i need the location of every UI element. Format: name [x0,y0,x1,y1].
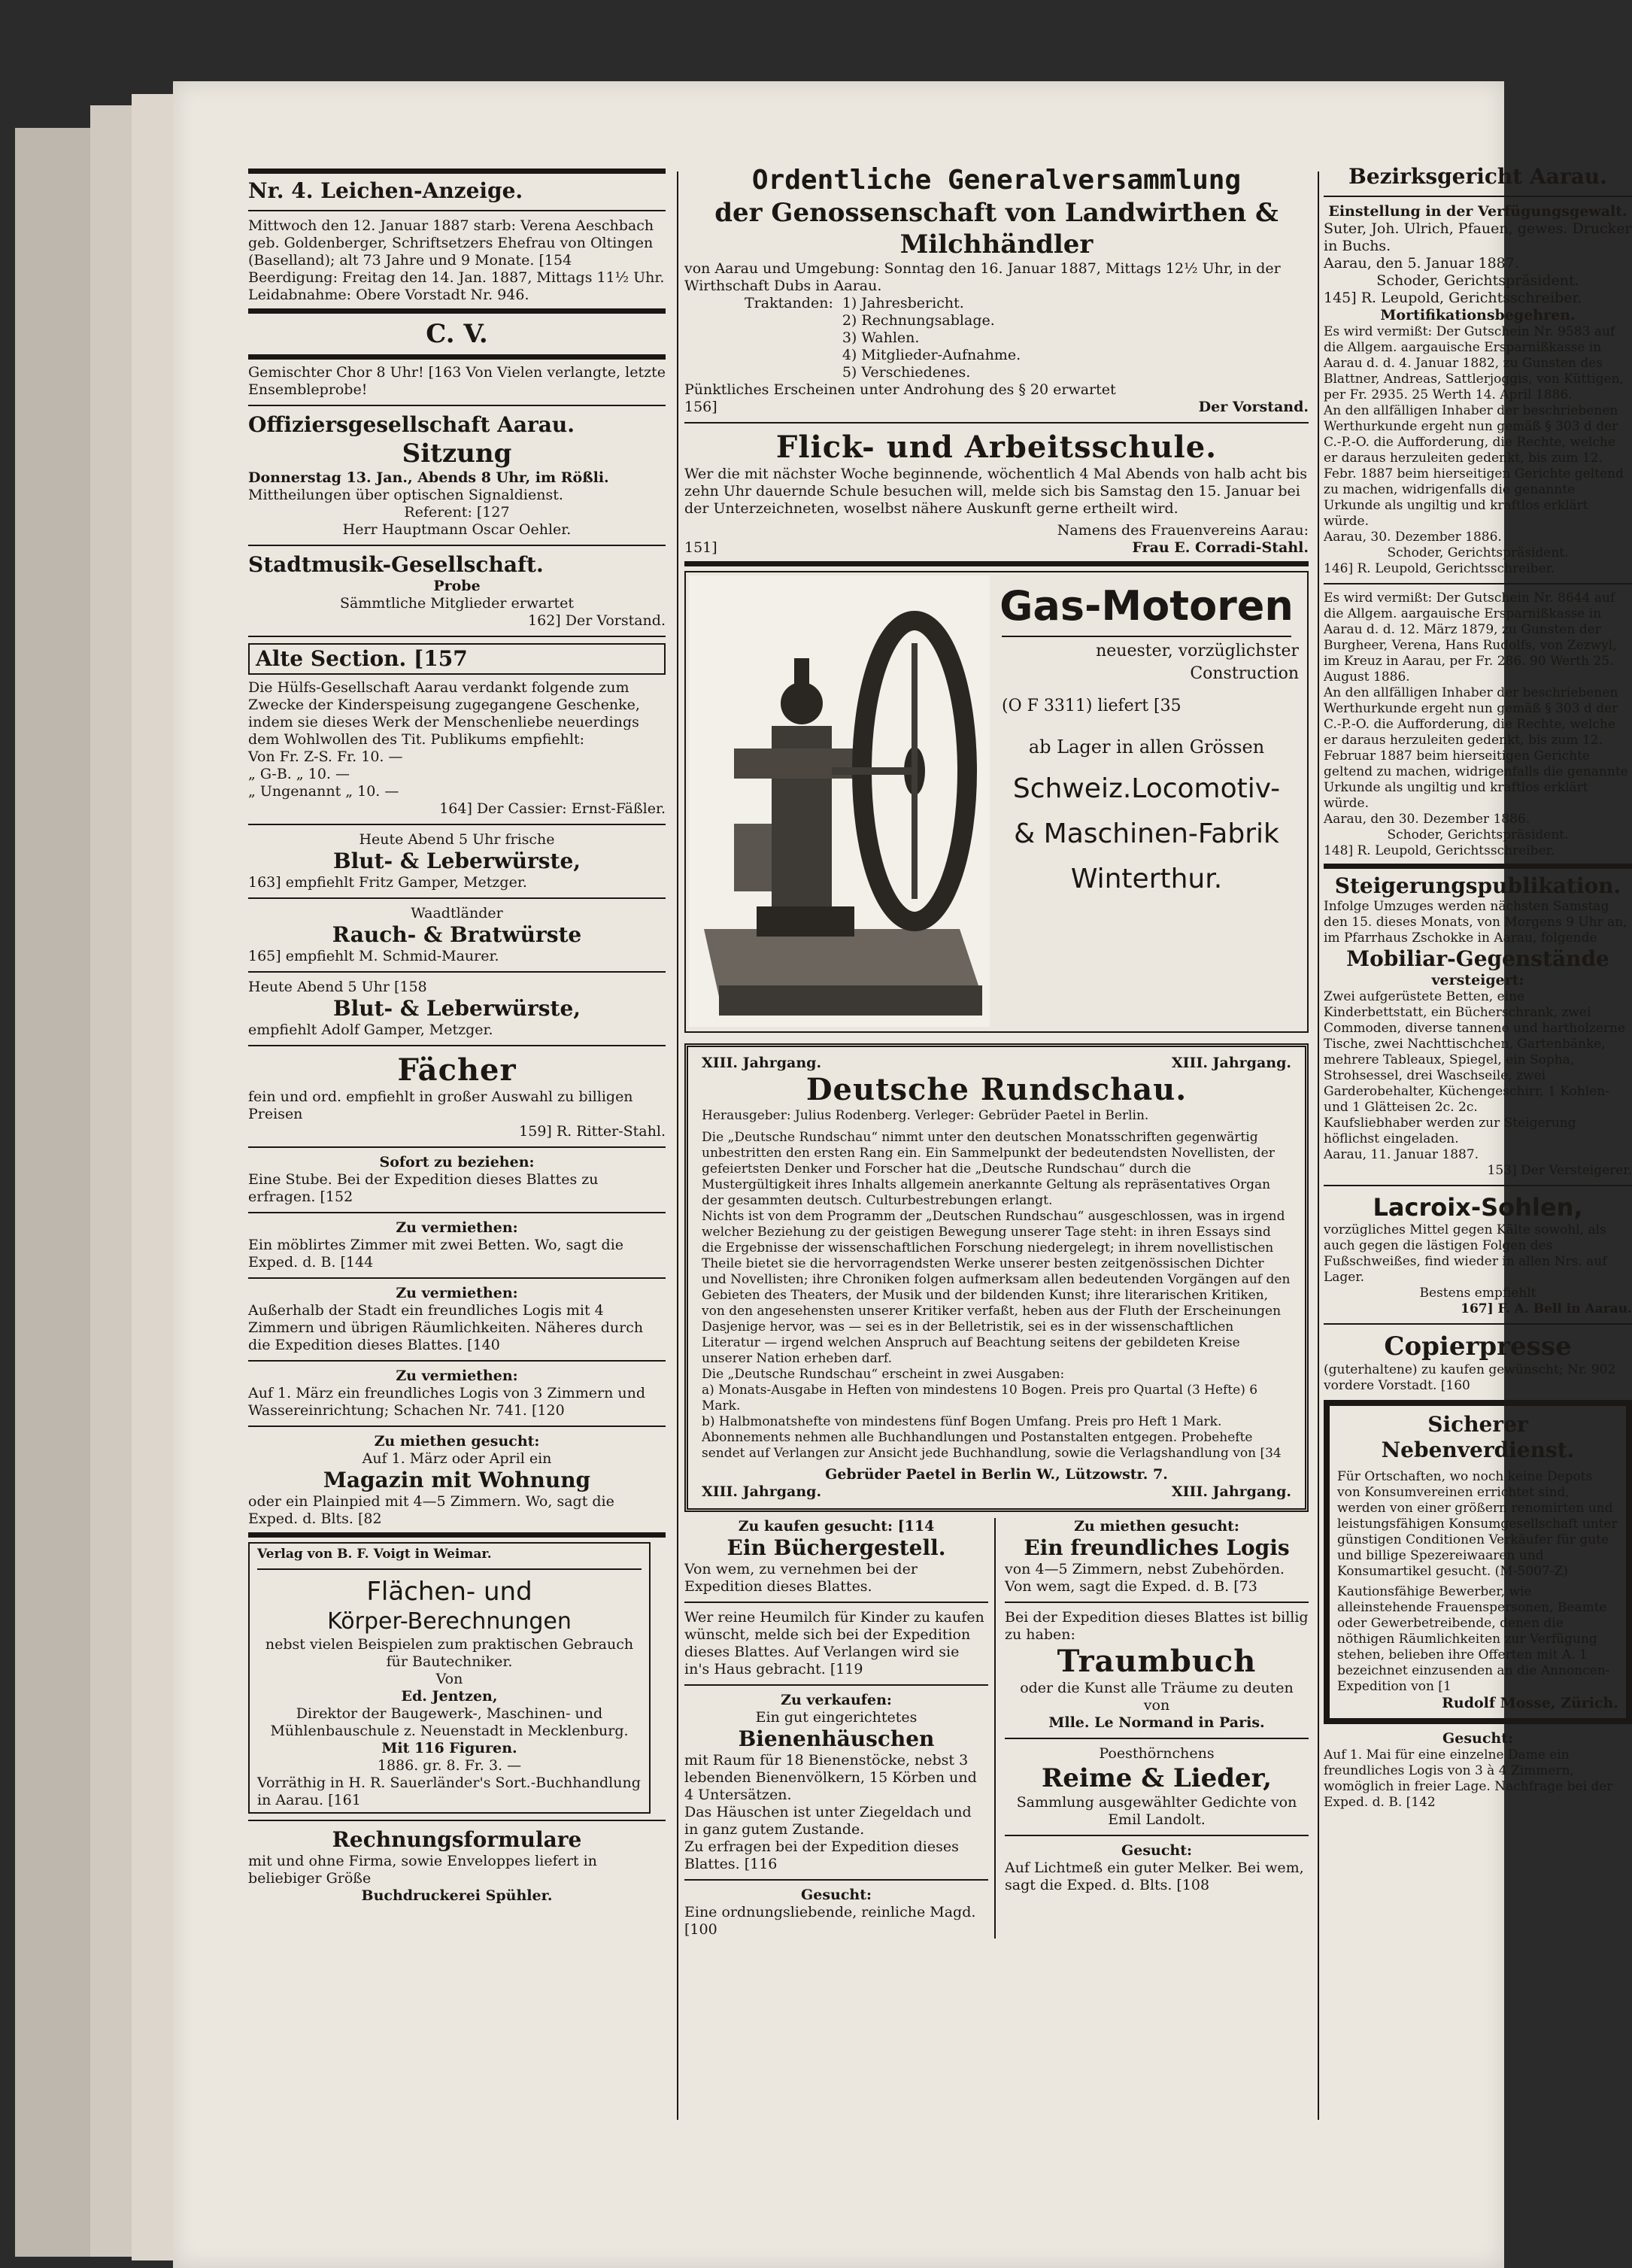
steig-body3: Kaufsliebhaber werden zur Steigerung höflichst eingeladen. [1324,1116,1576,1146]
gas-lager: ab Lager in allen Grössen [1028,736,1265,758]
sicher-ad [1324,1400,1632,1724]
rule [248,308,666,314]
sicher-body: Für Ortschaften, wo noch keine Depots von Konsumvereinen errichtet sind, werden von einer größern renomirten und leistungsfähigen Konsumgesellschaft unter günstigen Conditionen Verkäufer für gute und billige Spezereiwaaren und Konsumartikel gesucht. (M-5007-Z) [1337,1469,1618,1579]
gas-city: Winterthur. [1070,864,1223,894]
rule [248,897,666,899]
sicher-sign: Rudolf Mosse, Zürich. [1442,1695,1618,1711]
gv-item: 2) Rechnungsablage. [842,312,995,329]
mort2-sign: 148] R. Leupold, Gerichtsschreiber. [1324,843,1555,858]
heumilch-body: Wer reine Heumilch für Kinder zu kaufen wünscht, melde sich bei der Expedition dieses Blattes. Auf Verlangen wird sie in's Haus gebracht. [119 [684,1609,984,1677]
miethen-title: Zu miethen gesucht: [374,1433,540,1450]
rule [248,1212,666,1213]
rauch-sign: 165] empfiehlt M. Schmid-Maurer. [248,948,499,964]
gv-item: 5) Verschiedenes. [842,364,971,381]
rule [248,1277,666,1279]
cv-title: C. V. [426,319,488,349]
dr-jahrgang: XIII. Jahrgang. [1171,1483,1291,1500]
right-column [1324,164,1632,1811]
dr-jahrgang: XIII. Jahrgang. [1171,1055,1291,1071]
rule [248,1360,666,1362]
blut1-title: Blut- & Leberwürste, [332,849,581,873]
blut2-title: Blut- & Leberwürste, [332,996,581,1021]
mort1-body: Es wird vermißt: Der Gutschein Nr. 9583 auf die Allgem. aargauische Ersparnißkasse in Aarau d. d. 4. Januar 1882, zu Gunsten des Blattner, Andreas, Sattlerjoggis, von Küttigen, per Fr. 2935. 25 Werth 14. April 1886. [1324,324,1624,402]
gas-title: Gas-Motoren [1000,582,1294,630]
voigt-ad [248,1542,651,1814]
rule [248,405,666,406]
flaechen-body: nebst vielen Beispielen zum praktischen Gebrauch für Bautechniker. [265,1636,634,1670]
gas-firm2: & Maschinen-Fabrik [1014,818,1279,849]
steig-body: Infolge Umzuges werden nächsten Samstag den 15. dieses Monats, von Morgens 9 Uhr an, im Pfarrhaus Zschokke in Aarau, folgende [1324,899,1627,946]
einst-p: Schoder, Gerichtspräsident. [1376,272,1579,289]
verm3-body: Auf 1. März ein freundliches Logis von 3 Zimmern und Wassereinrichtung; Schachen Nr. 741. [120 [248,1385,645,1419]
rule [248,169,666,174]
sitzung-ref: Referent: [127 [404,504,510,521]
dr-p3: Die „Deutsche Rundschau“ erscheint in zwei Ausgaben: [702,1367,1065,1382]
verm2-title: Zu vermiethen: [396,1285,518,1301]
verkauf-title: Zu verkaufen: [781,1692,892,1708]
waadt-pre: Waadtländer [411,905,503,921]
flaechen-von: Von [435,1671,463,1687]
sicher-title2: Nebenverdienst. [1381,1438,1575,1462]
verm2-body: Außerhalb der Stadt ein freundliches Logis mit 4 Zimmern und übrigen Räumlichkeiten. Näheres durch die Expedition dieses Blattes. [140 [248,1302,644,1353]
logis-body: von 4—5 Zimmern, nebst Zubehörden. Von wem, sagt die Exped. d. B. [73 [1005,1561,1285,1595]
verm1-title: Zu vermiethen: [396,1219,518,1236]
dr-jahrgang-row-bottom [702,1483,1291,1501]
sofort-title: Sofort zu beziehen: [379,1154,535,1170]
traum-pre: Bei der Expedition dieses Blattes ist billig zu haben: [1005,1609,1309,1643]
buecher-title: Ein Büchergestell. [727,1535,946,1560]
dr-a: a) Monats-Ausgabe in Heften von mindestens 10 Bogen. Preis pro Quartal (3 Hefte) 6 Mark. [702,1383,1258,1413]
flick-sign: Frau E. Corradi-Stahl. [1132,539,1309,556]
rule [248,1045,666,1046]
sitzung-ref-name: Herr Hauptmann Oscar Oehler. [342,521,572,538]
lacroix-body: vorzügliches Mittel gegen Kälte sowohl, als auch gegen die lästigen Folgen des Fußschweißes, find wieder in allen Nrs. auf Lager. [1324,1222,1607,1285]
stadtmusik-title: Stadtmusik-Gesellschaft. [248,552,544,577]
column-rule-left [677,172,678,2120]
gas-sub: neuester, vorzüglichster Construction [1096,642,1299,683]
leichen-body: Mittwoch den 12. Januar 1887 starb: Verena Aeschbach geb. Goldenberger, Schriftsetzers Ehefrau von Oltingen (Baselland); alt 73 Jahre und 9 Monate. [154 [248,217,654,269]
dr-jahrgang: XIII. Jahrgang. [702,1055,822,1071]
gesucht2-body: Auf Lichtmeß ein guter Melker. Bei wem, sagt die Exped. d. Blts. [108 [1005,1860,1304,1893]
gv-item: 4) Mitglieder-Aufnahme. [842,347,1021,363]
gv-title: Ordentliche Generalversammlung [751,165,1242,196]
sicher-title1: Sicherer [1427,1412,1528,1437]
gv-sign: Der Vorstand. [1198,399,1309,415]
flaechen-title2: Körper-Berechnungen [327,1608,572,1635]
gas-code: (O F 3311) liefert [35 [1002,697,1182,715]
bienen-body: mit Raum für 18 Bienenstöcke, nebst 3 lebenden Bienenvölkern, 15 Körben und 4 Untersätzen. [684,1752,977,1803]
magazin-body: oder ein Plainpied mit 4—5 Zimmern. Wo, sagt die Exped. d. Blts. [82 [248,1493,614,1527]
dr-title: Deutsche Rundschau. [805,1072,1188,1107]
verm1-body: Ein möblirtes Zimmer mit zwei Betten. Wo, sagt die Exped. d. B. [144 [248,1237,624,1271]
blut2-sign: empfiehlt Adolf Gamper, Metzger. [248,1022,493,1038]
gas-engine-illustration [689,575,990,1027]
offizier-title: Offiziersgesellschaft Aarau. [248,412,575,437]
rule [248,1425,666,1427]
gesucht1-title: Gesucht: [801,1887,872,1903]
gas-text [994,580,1299,902]
dr-sign: Gebrüder Paetel in Berlin W., Lützowstr. 7. [825,1466,1168,1483]
rule [248,1532,666,1538]
gv-list [842,295,1021,381]
rule [248,545,666,546]
rule [248,971,666,973]
reime-title: Reime & Lieder, [1042,1763,1272,1793]
einst-title: Einstellung in der Verfügungsgewalt. [1328,203,1627,220]
rule [684,561,1309,566]
logis-title: Ein freundliches Logis [1024,1535,1290,1560]
blut2-pre: Heute Abend 5 Uhr [158 [248,979,427,995]
sicher-body2: Kautionsfähige Bewerber, wie alleinstehende Frauenspersonen, Beamte oder Gewerbetreibende, denen die nöthigen Räumlichkeiten zur Verfügung stehen, belieben ihre Offerten mit A. 1 bezeichnet einzusenden an die Annoncen-Expedition von [1 [1337,1584,1610,1694]
kauf-title: Zu kaufen gesucht: [114 [738,1518,935,1535]
rule [248,636,666,637]
copier-title: Copierpresse [1384,1331,1572,1362]
rule [257,1568,642,1570]
bezirk-title: Bezirksgericht Aarau. [1348,164,1607,189]
rule [248,1820,666,1821]
huelfs-row: Von Fr. Z-S. Fr. 10. — [248,748,403,765]
mort2-body2: An den allfälligen Inhaber der beschriebenen Werthurkunde ergeht nun gemäß § 303 d der C.-P.-O. die Aufforderung, die Rechte, welche er daraus herzuleiten gedenkt, bis zum 12. Februar 1887 beim hierseitigen Gerichte geltend zu machen, widrigenfalls die genannte Urkunde als ungiltig und kraftlos erklärt würde. [1324,685,1628,811]
flick-body: Wer die mit nächster Woche beginnende, wöchentlich 4 Mal Abends von halb acht bis zehn Uhr dauernde Schule besuchen will, melde sich bis Samstag den 15. Januar bei der Unterzeichneten, woselbst nähere Auskunft gerne ertheilt wird. [684,466,1308,517]
copier-body: (guterhaltene) zu kaufen gewünscht; Nr. 902 vordere Vorstadt. [160 [1324,1362,1616,1393]
alte-section: Alte Section. [157 [248,643,666,675]
middle-column [684,164,1309,1939]
flaechen-author: Ed. Jentzen, [401,1688,498,1705]
sitzung-body: Donnerstag 13. Jan., Abends 8 Uhr, im Rößli. [248,469,609,486]
gesucht-body: Auf 1. Mai für eine einzelne Dame ein freundliches Logis von 3 à 4 Zimmern, womöglich in freier Lage. Nachfrage bei der Exped. d. B. [142 [1324,1747,1613,1810]
flaechen-title: Flächen- und [366,1577,532,1607]
traum-author: Mlle. Le Normand in Paris. [1048,1714,1265,1731]
mobiliar-title: Mobiliar-Gegenstände [1346,946,1609,971]
verm3-title: Zu vermiethen: [396,1368,518,1384]
reime-pre: Poesthörnchens [1099,1745,1215,1762]
bienen-body3: Zu erfragen bei der Expedition dieses Blattes. [116 [684,1838,959,1872]
steig-title: Steigerungspublikation. [1334,873,1621,898]
gv-traktanden [684,295,1309,381]
mort-title: Mortifikationsbegehren. [1380,307,1576,323]
flaechen-price: 1886. gr. 8. Fr. 3. — [377,1757,522,1774]
leichen-burial: Beerdigung: Freitag den 14. Jan. 1887, Mittags 11½ Uhr. Leidabnahme: Obere Vorstadt Nr. 946. [248,269,665,303]
column-rule-right [1318,172,1319,2120]
lacroix-best: Bestens empfiehlt [1419,1286,1536,1301]
flick-num: 151] [684,539,717,556]
sitzung-title: Sitzung [402,439,512,469]
flaechen-author-desc: Direktor der Baugewerk-, Maschinen- und Mühlenbauschule z. Neuenstadt in Mecklenburg. [270,1705,629,1739]
faecher-body: fein und ord. empfiehlt in großer Auswahl zu billigen Preisen [248,1088,633,1122]
verkauf-pre: Ein gut eingerichtetes [755,1709,918,1726]
reime-body: Sammlung ausgewählter Gedichte von Emil Landolt. [1016,1794,1297,1828]
subcolumn-right [1005,1518,1309,1939]
faecher-sign: 159] R. Ritter-Stahl. [519,1123,666,1140]
mort2-date: Aarau, den 30. Dezember 1886. [1324,812,1530,827]
newspaper-page [173,81,1632,2268]
rule [248,1146,666,1148]
rule [684,422,1309,424]
gv-subtitle: der Genossenschaft von Landwirthen & Milchhändler [714,198,1279,260]
flick-namens: Namens des Frauenvereins Aarau: [1057,522,1309,539]
rule [1005,1602,1309,1603]
rule [1005,1835,1309,1836]
probe-body: Sämmtliche Mitglieder erwartet [339,595,575,612]
einst-date: Aarau, den 5. Januar 1887. [1324,255,1519,272]
gesucht1-body: Eine ordnungsliebende, reinliche Magd. [100 [684,1904,976,1938]
huelfs-row: „ G-B. „ 10. — [248,766,350,782]
gv-note: Pünktliches Erscheinen unter Androhung des § 20 erwartet [684,381,1116,398]
rechnung-body: mit und ohne Firma, sowie Enveloppes liefert in beliebiger Größe [248,1853,597,1887]
rundschau-ad [684,1043,1309,1512]
rule [1324,864,1632,869]
mort1-sign: 146] R. Leupold, Gerichtsschreiber. [1324,561,1555,576]
dr-jahrgang-row [702,1055,1291,1072]
rechnung-title: Rechnungsformulare [332,1827,582,1852]
flick-title: Flick- und Arbeitsschule. [775,430,1218,465]
rule [248,210,666,211]
gv-item: 3) Wahlen. [842,329,920,346]
leichen-title: Nr. 4. Leichen-Anzeige. [248,178,523,203]
rule [1002,636,1291,637]
huelfs-body: Die Hülfs-Gesellschaft Aarau verdankt folgende zum Zwecke der Kinderspeisung zugegangene Geschenke, indem sie dieses Werk der Menschenliebe neuerdings dem Wohlwollen des Tit. Publikums empfiehlt: [248,679,640,748]
einst-body: Suter, Joh. Ulrich, Pfauen, gewes. Drucker in Buchs. [1324,220,1632,254]
rule [1324,583,1632,584]
bienen-title: Bienenhäuschen [738,1726,935,1751]
mort1-body2: An den allfälligen Inhaber der beschriebenen Werthurkunde ergeht nun gemäß § 303 d der C.-P.-O. die Aufforderung, die Rechte, welche er daraus herzuleiten gedenkt, bis zum 12. Febr. 1887 beim hierseitigen Gerichte geltend zu machen, widrigenfalls die genannte Urkunde als ungiltig und kraftlos erklärt würde. [1324,403,1624,529]
huelfs-row: „ Ungenannt „ 10. — [248,783,399,800]
rule [684,1684,988,1686]
dr-editor: Herausgeber: Julius Rodenberg. Verleger: Gebrüder Paetel in Berlin. [702,1108,1149,1123]
mort1-p: Schoder, Gerichtspräsident. [1387,545,1569,560]
lower-subcolumns [684,1518,1309,1939]
gv-item: 1) Jahresbericht. [842,295,964,311]
rule [684,1879,988,1881]
faecher-title: Fächer [397,1052,517,1088]
traum-von: von [1143,1697,1170,1714]
flaechen-vorr: Vorräthig in H. R. Sauerländer's Sort.-Buchhandlung in Aarau. [161 [257,1775,641,1808]
left-column [248,164,666,1905]
gv-sign-row [684,399,1309,416]
rule [248,354,666,360]
rauch-title: Rauch- & Bratwürste [332,922,582,947]
rule [1005,1738,1309,1739]
cv-body: Gemischter Chor 8 Uhr! [163 Von Vielen verlangte, letzte Ensembleprobe! [248,364,666,398]
dr-b: b) Halbmonatshefte von mindestens fünf Bogen Umfang. Preis pro Heft 1 Mark. [702,1414,1222,1429]
dr-jahrgang: XIII. Jahrgang. [702,1483,822,1500]
probe-title: Probe [433,578,481,594]
sofort-body: Eine Stube. Bei der Expedition dieses Blattes zu erfragen. [152 [248,1171,599,1205]
flick-sign-row [684,539,1309,557]
huelfs-sign: 164] Der Cassier: Ernst-Fäßler. [439,800,666,817]
dr-p4: Abonnements nehmen alle Buchhandlungen und Postanstalten entgegen. Probehefte sendet auf Verlangen zur Ansicht jede Buchhandlung, sowie die Verlagshandlung von [34 [702,1430,1282,1461]
probe-sign: 162] Der Vorstand. [528,612,666,629]
steig-sign: 153] Der Versteigerer. [1487,1163,1632,1178]
steig-date: Aarau, 11. Januar 1887. [1324,1147,1479,1162]
rechnung-sign: Buchdruckerei Spühler. [361,1887,553,1904]
miethen-body: Auf 1. März oder April ein [362,1450,552,1467]
gas-firm1: Schweiz.Locomotiv- [1012,773,1281,804]
miethen2-title: Zu miethen gesucht: [1074,1518,1239,1535]
flaechen-fig: Mit 116 Figuren. [381,1740,517,1756]
lacroix-sign: 167] F. A. Bell in Aarau. [1461,1301,1632,1316]
traum-title: Traumbuch [1057,1644,1257,1679]
einst-sign: 145] R. Leupold, Gerichtsschreiber. [1324,290,1582,306]
subcolumn-left [684,1518,996,1939]
blut1-sign: 163] empfiehlt Fritz Gamper, Metzger. [248,874,527,891]
mort2-p: Schoder, Gerichtspräsident. [1387,827,1569,843]
voigt-header: Verlag von B. F. Voigt in Weimar. [257,1547,492,1562]
traum-sub: oder die Kunst alle Träume zu deuten [1020,1680,1294,1696]
rule [1324,1185,1632,1186]
sitzung-body2: Mittheilungen über optischen Signaldienst. [248,487,563,503]
mort2-body: Es wird vermißt: Der Gutschein Nr. 8644 auf die Allgem. aargauische Ersparnißkasse in Aarau d. d. 12. März 1879, zu Gunsten der Burgheer, Verena, Hans Rudolfs, von Zezwyl, im Kreuz in Aarau, per Fr. 286. 90 Werth 25. August 1886. [1324,591,1617,685]
lacroix-title: Lacroix-Sohlen, [1373,1193,1583,1222]
rule [1324,1323,1632,1325]
rule [684,1602,988,1603]
dr-p1: Die „Deutsche Rundschau“ nimmt unter den deutschen Monatsschriften gegenwärtig unbestritten den ersten Rang ein. Ein Sammelpunkt der bedeutendsten Novellisten, der gefeiertsten Denker und Forscher hat die „Deutsche Rundschau“ durch die Mustergültigkeit ihres Inhalts allgemein anerkannte Geltung als repräsentatives Organ der gesammten deutsch. Culturbestrebungen erlangt. [702,1130,1275,1208]
gv-body: von Aarau und Umgebung: Sonntag den 16. Januar 1887, Mittags 12½ Uhr, in der Wirthschaft Dubs in Aarau. [684,260,1281,294]
gv-trakt-label: Traktanden: [745,295,833,311]
rule [1324,196,1632,197]
dr-p2: Nichts ist von dem Programm der „Deutschen Rundschau“ ausgeschlossen, was in irgend welcher Beziehung zu der geistigen Bewegung unserer Tage steht: in ihren Essays sind die Ergebnisse der wissenschaftlichen Forschung niedergelegt; in ihrem novellistischen Theile bietet sie die hervorragendsten Werke unserer besten zeitgenössischen Dichter und Novellisten; ihre Chroniken folgen aufmerksam allen bedeutenden Vorgängen auf den Gebieten des Theaters, der Musik und der bildenden Kunst; ihre literarischen Kritiken, von den angesehensten unserer Kritiker verfaßt, heben aus der Fluth der Erscheinungen Dasjenige hervor, was — sei es in der Belletristik, sei es in der wissenschaftlichen Literatur — irgend welchen Anspruch auf Beachtung seitens der gebildeten Kreise unserer Nation erheben darf. [702,1209,1291,1366]
verst: versteigert: [1431,972,1524,988]
mort1-date: Aarau, 30. Dezember 1886. [1324,530,1502,545]
buecher-body: Von wem, zu vernehmen bei der Expedition dieses Blattes. [684,1561,918,1595]
bienen-body2: Das Häuschen ist unter Ziegeldach und in ganz gutem Zustande. [684,1804,972,1838]
gas-motor-ad [684,571,1309,1033]
gesucht-title: Gesucht: [1442,1730,1513,1747]
magazin-title: Magazin mit Wohnung [323,1468,591,1492]
steig-body2: Zwei aufgerüstete Betten, eine Kinderbettstatt, ein Bücherschrank, zwei Commoden, diverse tannene und hartholzerne Tische, zwei Nachttischchen, Gartenbänke, mehrere Tableaux, Spiegel, ein Sopha, Strohsessel, drei Waschseile, zwei Garderobehalter, Küchengeschirr, 1 Kohlen- und 1 Glätteisen 2c. 2c. [1324,989,1626,1115]
rule [248,824,666,825]
gv-sign-num: 156] [684,399,717,415]
blut1-pre: Heute Abend 5 Uhr frische [359,831,555,848]
gesucht2-title: Gesucht: [1121,1842,1192,1859]
